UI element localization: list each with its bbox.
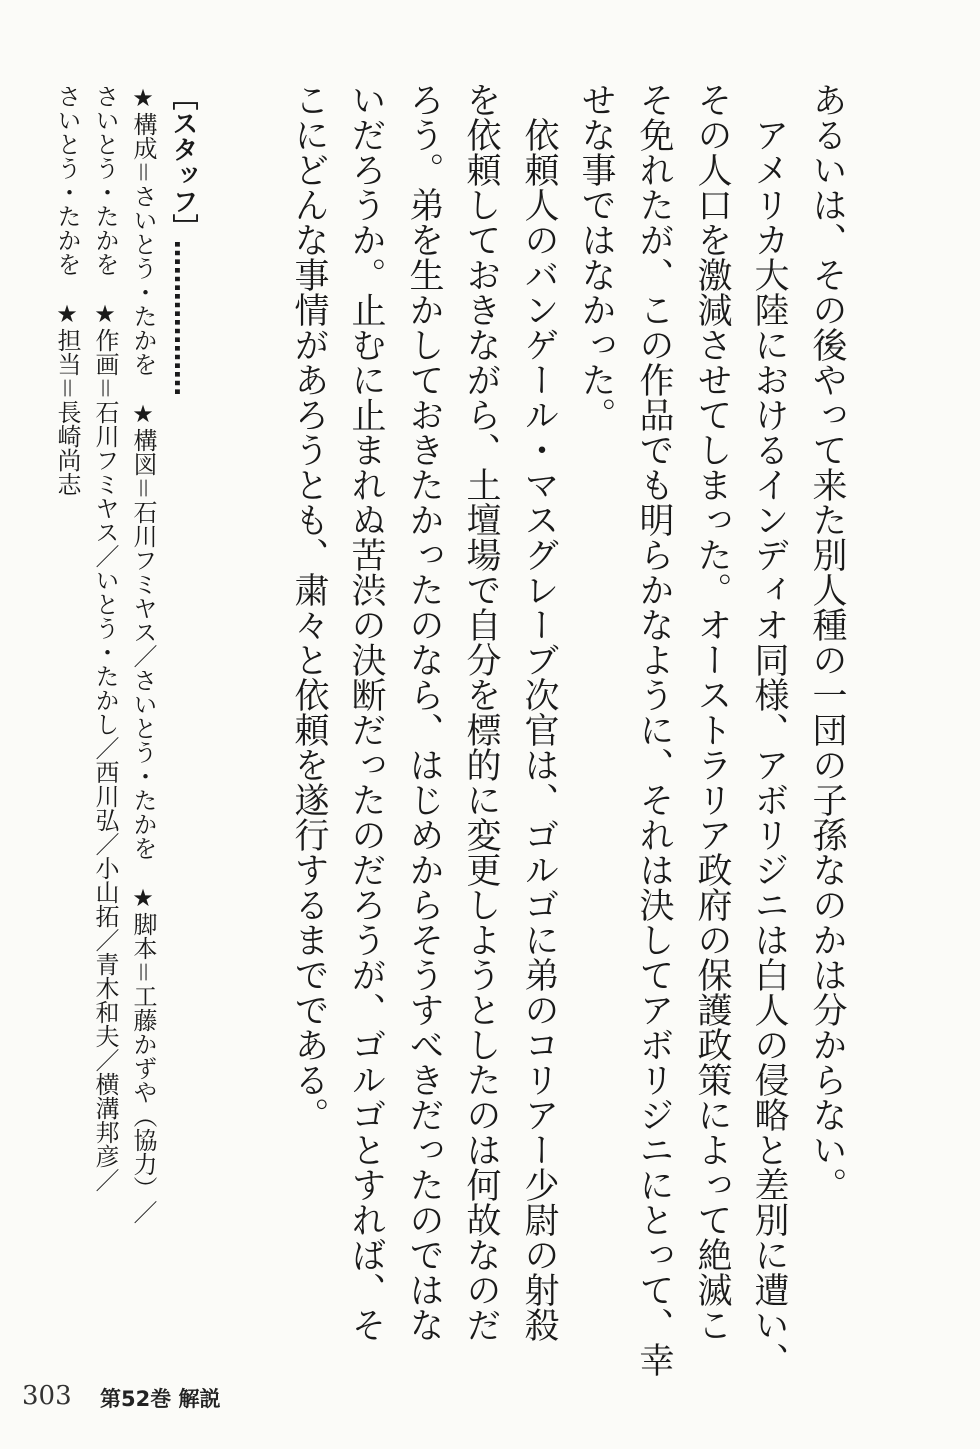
page-number: 303 <box>22 1381 72 1411</box>
section-title: 第52巻 解説 <box>100 1387 221 1411</box>
body-column-7: を依頼しておきながら、土壇場で自分を標的に変更しようとしたのは何故なのだ <box>461 82 501 1342</box>
body-column-9: いだろうか。止むに止まれぬ苦渋の決断だったのだろうが、ゴルゴとすれば、そ <box>346 82 386 1342</box>
body-column-5: せな事ではなかった。 <box>576 82 616 432</box>
body-column-4: そ免れたが、この作品でも明らかなように、それは決してアボリジニにとって、幸 <box>634 82 674 1377</box>
body-column-6: 依頼人のバンゲール・マスグレーブ次官は、ゴルゴに弟のコリアー少尉の射殺 <box>519 117 559 1342</box>
staff-line-1: ★構成＝さいとう・たかを ★構図＝石川フミヤス／さいとう・たかを ★脚本＝工藤かずや（協力）／ <box>129 84 157 1224</box>
body-column-8: ろう。弟を生かしておきたかったのなら、はじめからそうすべきだったのではな <box>404 82 444 1342</box>
body-column-1: あるいは、その後やって来た別人種の一団の子孫なのかは分からない。 <box>807 82 847 1202</box>
staff-line-2: さいとう・たかを ★作画＝石川フミヤス／いとう・たかし／西川弘／小山拓／青木和夫／横溝邦彦／ <box>91 84 119 1192</box>
staff-line-3: さいとう・たかを ★担当＝長崎尚志 <box>53 84 81 496</box>
body-column-3: その人口を激減させてしまった。オーストラリア政府の保護政策によって絶滅こ <box>692 82 732 1342</box>
body-column-10: こにどんな事情があろうとも、粛々と依頼を遂行するまでである。 <box>289 82 329 1132</box>
body-column-2: アメリカ大陸におけるインディオ同様、アボリジニは白人の侵略と差別に遭い、 <box>749 117 789 1377</box>
staff-heading: ［スタッフ］……………… <box>168 84 198 396</box>
